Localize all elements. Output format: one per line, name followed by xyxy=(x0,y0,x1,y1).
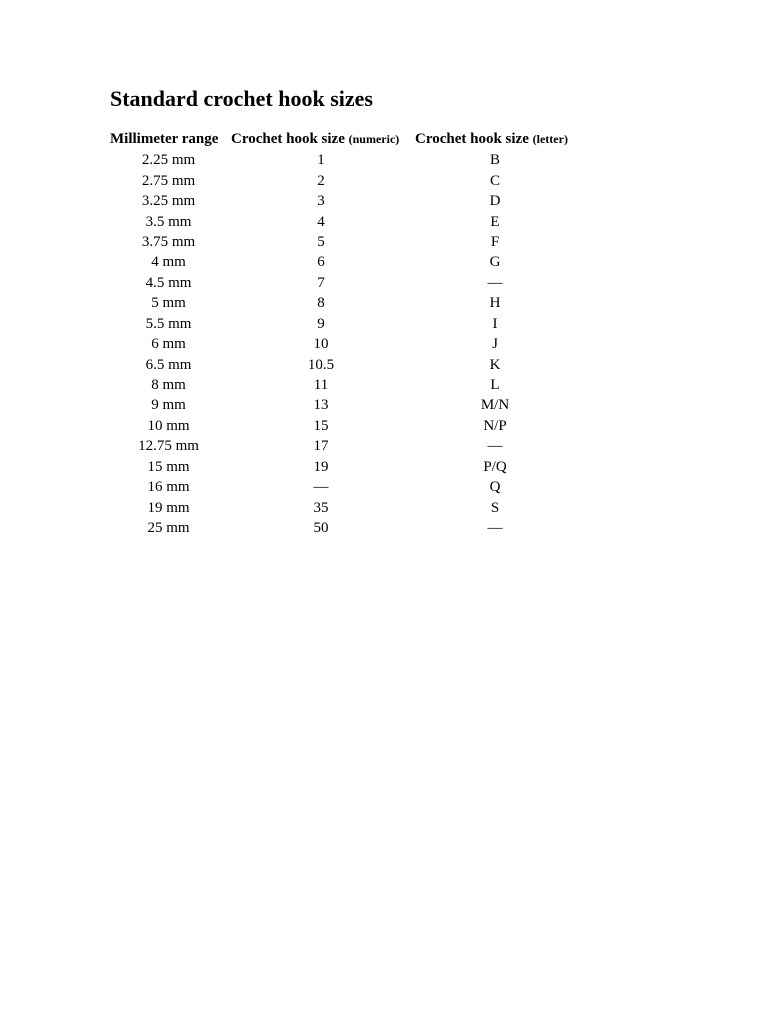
cell-letter-size: G xyxy=(489,254,501,271)
cell-millimeter: 9 mm xyxy=(151,397,186,414)
table-row xyxy=(110,436,575,456)
header-letter-size xyxy=(415,128,575,150)
table-row xyxy=(110,457,575,477)
cell-numeric-size: 19 xyxy=(313,458,329,475)
cell-millimeter: 4 mm xyxy=(151,254,186,271)
table-row xyxy=(110,252,575,272)
header-numeric-note: (numeric) xyxy=(348,131,400,146)
table-row xyxy=(110,354,575,374)
header-numeric-size-label: Crochet hook size xyxy=(231,130,345,147)
cell-letter-size: K xyxy=(489,356,501,373)
cell-letter-size: D xyxy=(489,193,501,210)
cell-numeric-size: 8 xyxy=(317,295,325,312)
cell-numeric-size: 3 xyxy=(317,193,325,210)
cell-numeric-size: 5 xyxy=(317,233,325,250)
table-row xyxy=(110,375,575,395)
cell-millimeter: 25 mm xyxy=(147,520,190,537)
cell-millimeter: 16 mm xyxy=(147,479,190,496)
cell-numeric-size: 15 xyxy=(313,417,329,434)
table-row xyxy=(110,273,575,293)
cell-millimeter: 15 mm xyxy=(147,458,190,475)
table-row xyxy=(110,518,575,538)
cell-letter-size: M/N xyxy=(480,397,510,414)
cell-millimeter: 5.5 mm xyxy=(145,315,192,332)
cell-letter-size: Q xyxy=(489,479,501,496)
table-row xyxy=(110,150,575,170)
cell-millimeter: 6.5 mm xyxy=(145,356,192,373)
cell-numeric-size: 17 xyxy=(313,438,329,455)
cell-numeric-size: 10 xyxy=(313,336,329,353)
table-row xyxy=(110,211,575,231)
cell-numeric-size: 6 xyxy=(317,254,325,271)
cell-millimeter: 8 mm xyxy=(151,377,186,394)
cell-millimeter: 5 mm xyxy=(151,295,186,312)
cell-letter-size: I xyxy=(492,315,498,332)
cell-letter-size: — xyxy=(487,520,503,537)
cell-millimeter: 4.5 mm xyxy=(145,274,192,291)
cell-numeric-size: 7 xyxy=(317,274,325,291)
table-header-row xyxy=(110,128,575,150)
cell-numeric-size: 1 xyxy=(317,152,325,169)
cell-millimeter: 3.75 mm xyxy=(141,233,196,250)
cell-millimeter: 10 mm xyxy=(147,417,190,434)
table-row xyxy=(110,497,575,517)
cell-letter-size: E xyxy=(490,213,500,230)
table-row xyxy=(110,477,575,497)
table-row xyxy=(110,232,575,252)
table-row xyxy=(110,395,575,415)
cell-millimeter: 12.75 mm xyxy=(138,438,199,455)
header-millimeter-range-label: Millimeter range xyxy=(110,130,219,147)
header-millimeter-range xyxy=(110,128,231,150)
cell-numeric-size: 2 xyxy=(317,172,325,189)
cell-numeric-size: 10.5 xyxy=(307,356,335,373)
cell-millimeter: 2.75 mm xyxy=(141,172,196,189)
cell-millimeter: 3.5 mm xyxy=(145,213,192,230)
cell-letter-size: H xyxy=(489,295,501,312)
table-row xyxy=(110,416,575,436)
table-row xyxy=(110,191,575,211)
cell-numeric-size: 13 xyxy=(313,397,329,414)
cell-millimeter: 3.25 mm xyxy=(141,193,196,210)
header-numeric-size xyxy=(231,128,415,150)
cell-numeric-size: 35 xyxy=(313,499,329,516)
cell-numeric-size: — xyxy=(313,479,329,496)
table-row xyxy=(110,334,575,354)
cell-millimeter: 2.25 mm xyxy=(141,152,196,169)
cell-numeric-size: 11 xyxy=(313,377,329,394)
table-row xyxy=(110,314,575,334)
hook-size-table xyxy=(110,128,575,538)
cell-letter-size: S xyxy=(490,499,500,516)
cell-millimeter: 19 mm xyxy=(147,499,190,516)
page-title: Standard crochet hook sizes xyxy=(110,86,373,111)
header-letter-size-label: Crochet hook size xyxy=(415,130,529,147)
table-row xyxy=(110,170,575,190)
cell-letter-size: P/Q xyxy=(483,458,507,475)
table-row xyxy=(110,293,575,313)
cell-numeric-size: 9 xyxy=(317,315,325,332)
cell-letter-size: L xyxy=(490,377,500,394)
cell-letter-size: F xyxy=(490,233,500,250)
cell-letter-size: B xyxy=(489,152,500,169)
cell-numeric-size: 50 xyxy=(313,520,329,537)
cell-letter-size: J xyxy=(492,336,498,353)
cell-numeric-size: 4 xyxy=(317,213,325,230)
cell-letter-size: C xyxy=(489,172,500,189)
cell-millimeter: 6 mm xyxy=(151,336,186,353)
cell-letter-size: N/P xyxy=(483,417,507,434)
header-letter-note: (letter) xyxy=(532,131,568,146)
cell-letter-size: — xyxy=(487,438,503,455)
cell-letter-size: — xyxy=(487,274,503,291)
